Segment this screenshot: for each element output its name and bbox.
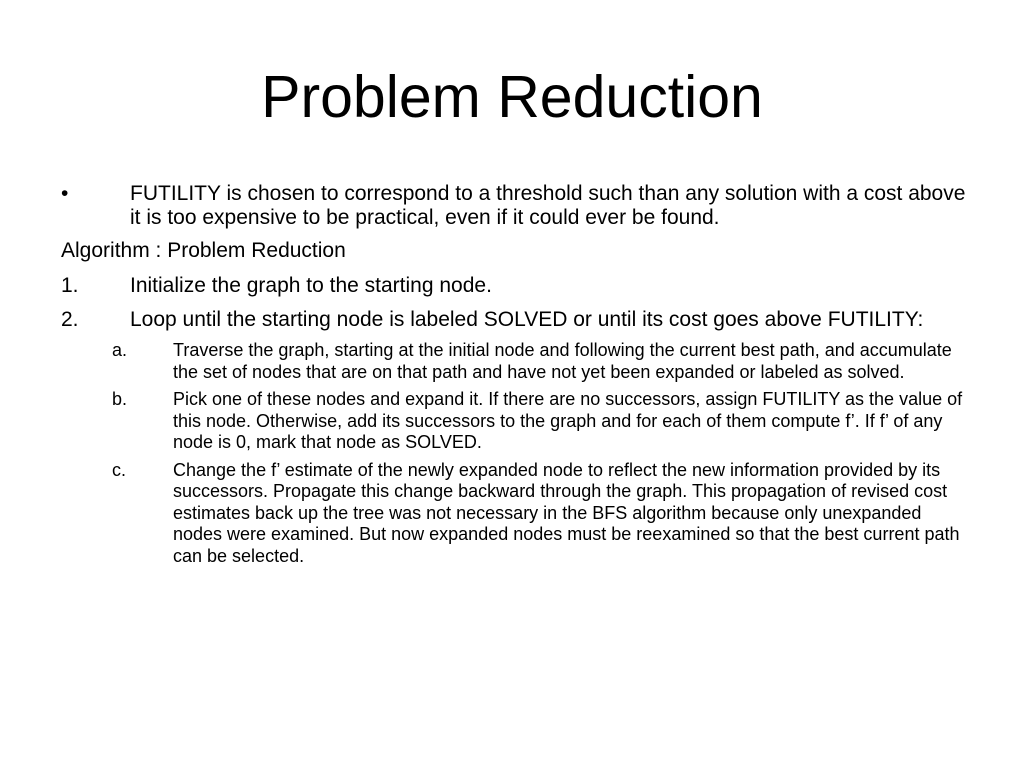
step-1-text: Initialize the graph to the starting node. — [130, 274, 492, 297]
substep-c-text: Change the f’ estimate of the newly expanded node to reflect the new information provided by its successors. Propagate this change backward through the graph. This propagation of revised cost estimates back up the tree was not necessary in the BFS algorithm because only unexpanded nodes were examined. But now expanded nodes must be reexamined so that the best current path can be selected. — [173, 459, 960, 566]
slide-body — [61, 182, 971, 573]
step-1 — [61, 274, 971, 298]
substep-b-text: Pick one of these nodes and expand it. If there are no successors, assign FUTILITY as the value of this node. Otherwise, add its successors to the graph and for each of them compute f’. If f’ of any node is 0, mark that node as SOLVED. — [173, 389, 963, 452]
bullet-marker: • — [61, 182, 69, 205]
substep-b-marker: b. — [112, 389, 128, 409]
substep-c-marker: c. — [112, 459, 127, 480]
substep-b — [112, 389, 971, 454]
slide-title: Problem Reduction — [261, 64, 763, 130]
step-2 — [61, 308, 971, 332]
substep-a-text: Traverse the graph, starting at the initial node and following the current best path, and accumulate the set of nodes that are on that path and have not yet been expanded or labeled as solved. — [173, 340, 952, 382]
substep-c — [112, 460, 971, 568]
step-2-text: Loop until the starting node is labeled SOLVED or until its cost goes above FUTILITY: — [130, 308, 924, 331]
futility-text: FUTILITY is chosen to correspond to a threshold such than any solution with a cost above it is too expensive to be practical, even if it could ever be found. — [130, 182, 966, 229]
futility-bullet — [61, 182, 971, 230]
step-2-marker: 2. — [61, 308, 79, 331]
substep-a — [112, 340, 971, 383]
algorithm-heading: Algorithm : Problem Reduction — [61, 239, 346, 262]
substep-a-marker: a. — [112, 340, 128, 360]
step-1-marker: 1. — [61, 274, 79, 297]
